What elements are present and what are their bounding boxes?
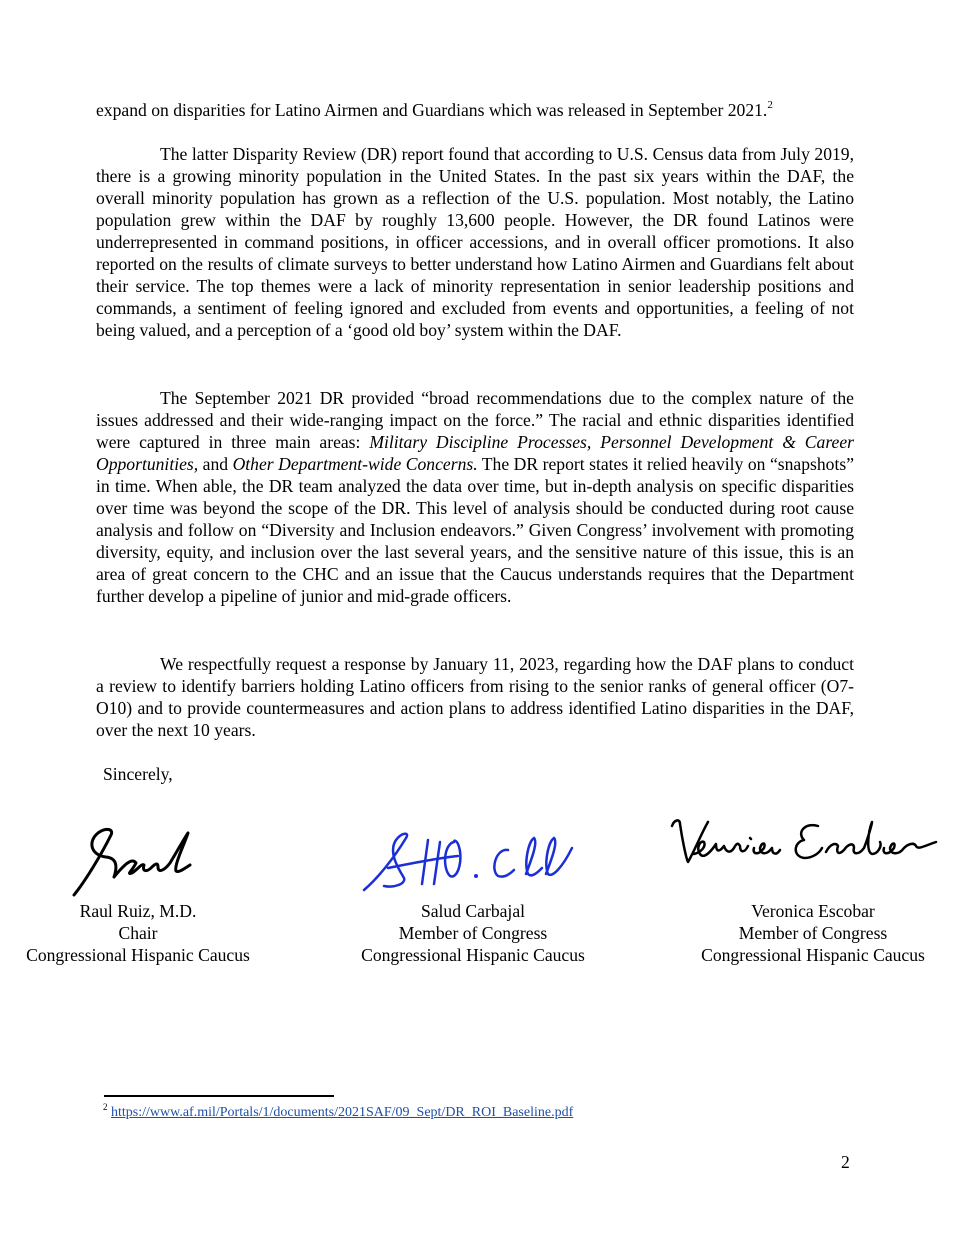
signer-block-3 bbox=[663, 900, 958, 966]
signer-block-2 bbox=[323, 900, 623, 966]
signature-veronica-escobar bbox=[668, 812, 948, 874]
footnote bbox=[103, 1104, 573, 1122]
paragraph-text: expand on disparities for Latino Airmen and Guardians which was released in September 2021. bbox=[96, 100, 768, 120]
paragraph-text: The latter Disparity Review (DR) report found that according to U.S. Census data from July 2019, there is a growing minority population in the United States. In the past six years within the DAF, the overall minority population has grown as a reflection of the U.S. population. Most notably, the Latino population grew within the DAF by roughly 13,600 people. However, the DR found Latinos were underrepresented in command positions, in officer accessions, and in overall officer promotions. It also reported on the results of climate surveys to better understand how Latino Airmen and Guardians felt about their service. The top themes were a lack of minority representation in senior leadership positions and commands, a sentiment of feeling ignored and excluded from events and opportunities, a feeling of not being valued, and a perception of a ‘good old boy’ system within the DAF. bbox=[96, 144, 854, 340]
signer-title: Member of Congress bbox=[738, 923, 888, 943]
signature-salud-carbajal bbox=[358, 828, 598, 898]
italic-areas-2: Other Department-wide Concerns. bbox=[232, 454, 478, 474]
signer-title: Member of Congress bbox=[398, 923, 548, 943]
footnote-ref: 2 bbox=[767, 99, 773, 111]
signer-name: Veronica Escobar bbox=[751, 901, 875, 921]
page-number: 2 bbox=[841, 1152, 850, 1172]
signer-title: Chair bbox=[118, 923, 158, 943]
paragraph-continuation bbox=[96, 99, 854, 121]
signer-name: Raul Ruiz, M.D. bbox=[79, 901, 197, 921]
footnote-divider bbox=[104, 1095, 334, 1097]
signer-org: Congressional Hispanic Caucus bbox=[701, 945, 925, 965]
paragraph-recommendations bbox=[96, 387, 854, 607]
footnote-link[interactable]: https://www.af.mil/Portals/1/documents/2021SAF/09_Sept/DR_ROI_Baseline.pdf bbox=[111, 1105, 574, 1120]
paragraph-disparity-review bbox=[96, 143, 854, 341]
signature-raul-ruiz bbox=[66, 825, 206, 900]
signer-name: Salud Carbajal bbox=[420, 901, 526, 921]
closing: Sincerely, bbox=[103, 764, 173, 784]
paragraph-request bbox=[96, 653, 854, 741]
paragraph-text-c: The DR report states it relied heavily on “snapshots” in time. When able, the DR team analyzed the data over time, but in-depth analysis on specific disparities over time was beyond the scope of the DR. This level of analysis should be conducted during root cause analysis and follow on “Diversity and Inclusion endeavors.” Given Congress’ involvement with promoting diversity, equity, and inclusion over the last several years, and the sensitive nature of this issue, this is an area of great concern to the CHC and an issue that the Caucus understands requires that the Department further develop a pipeline of junior and mid-grade officers. bbox=[96, 454, 854, 606]
paragraph-text-b: and bbox=[198, 454, 233, 474]
italic-areas-1: Military Discipline Processes, Personnel Development & Career Opportunities, bbox=[96, 432, 854, 474]
signer-org: Congressional Hispanic Caucus bbox=[26, 945, 250, 965]
paragraph-text: We respectfully request a response by January 11, 2023, regarding how the DAF plans to conduct a review to identify barriers holding Latino officers from rising to the senior ranks of general officer (O7-O10) and to provide countermeasures and action plans to address identified Latino disparities in the DAF, over the next 10 years. bbox=[96, 654, 854, 740]
paragraph-text-a: The September 2021 DR provided “broad recommendations due to the complex nature of the issues addressed and their wide-ranging impact on the force.” The racial and ethnic disparities identified were captured in three main areas: bbox=[96, 388, 854, 452]
signer-block-1 bbox=[0, 900, 288, 966]
signer-org: Congressional Hispanic Caucus bbox=[361, 945, 585, 965]
footnote-number: 2 bbox=[103, 1102, 108, 1112]
